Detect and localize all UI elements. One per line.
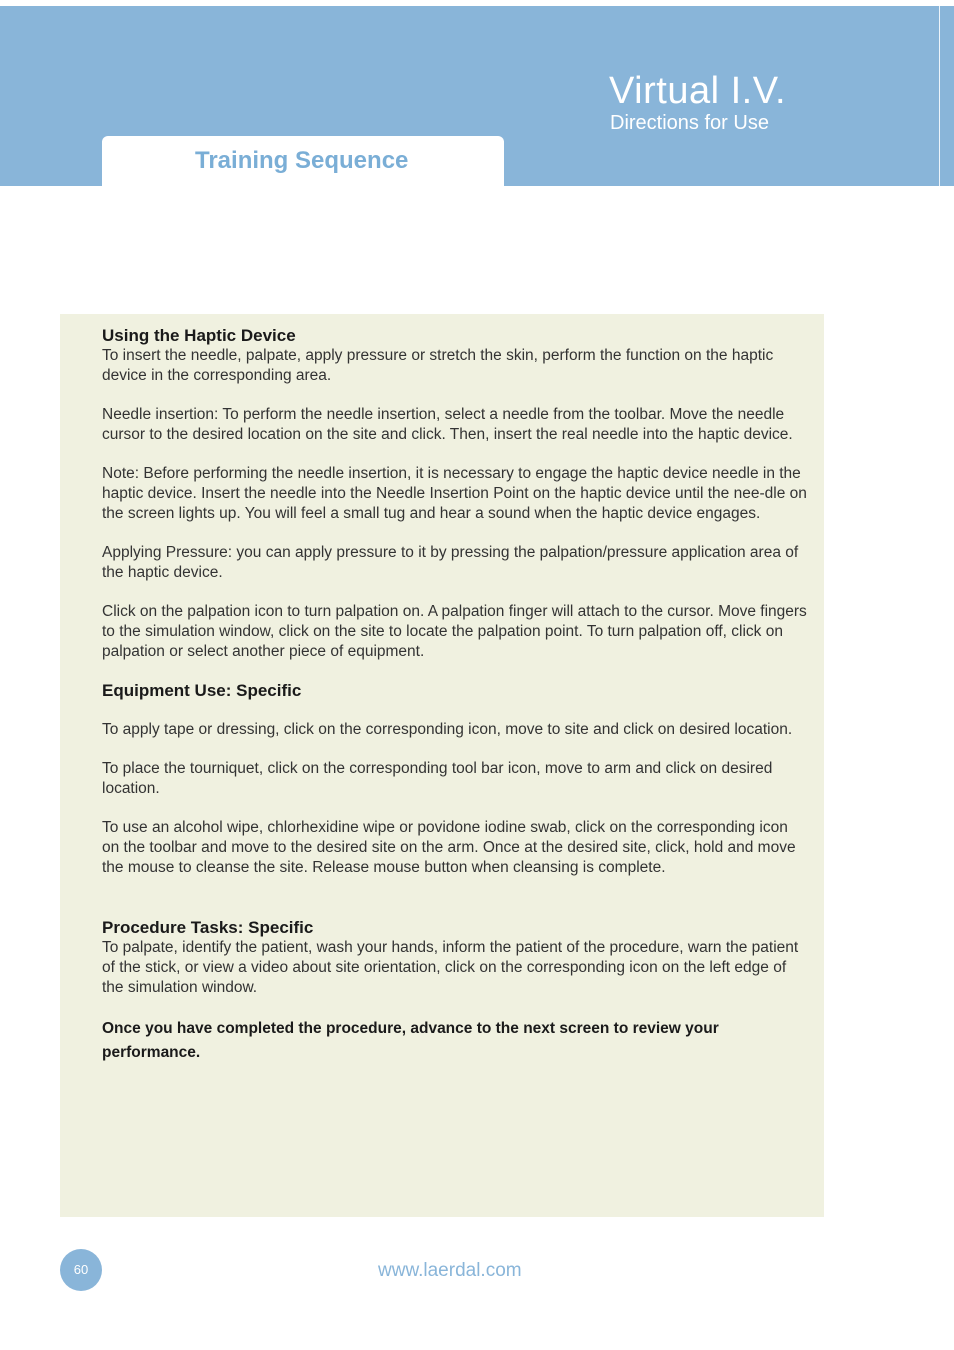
footer-url[interactable]: www.laerdal.com [378, 1260, 522, 1281]
equipment-heading: Equipment Use: Specific [102, 681, 302, 700]
content-panel [60, 314, 824, 1217]
closing-statement: Once you have completed the procedure, advance to the next screen to review your performance. [102, 1020, 719, 1061]
equipment-paragraph-2: To place the tourniquet, click on the corresponding tool bar icon, move to arm and click on desired location. [102, 760, 773, 797]
spacer [102, 701, 808, 720]
content-body [102, 326, 808, 1065]
haptic-paragraph-1: To insert the needle, palpate, apply pressure or stretch the skin, perform the function on the haptic device in the corresponding area. [102, 347, 774, 384]
header-divider [939, 6, 940, 186]
equipment-paragraph-1: To apply tape or dressing, click on the corresponding icon, move to site and click on desired location. [102, 721, 793, 738]
equipment-paragraph-3: To use an alcohol wipe, chlorhexidine wipe or povidone iodine swab, click on the corresponding icon on the toolbar and move to the desired site on the arm. Once at the desired site, click, hold and move the mouse to cleanse the site. Release mouse button when cleansing is complete. [102, 819, 796, 876]
procedure-paragraph-1: To palpate, identify the patient, wash your hands, inform the patient of the procedure, warn the patient of the stick, or view a video about site orientation, click on the corresponding icon on the left edge of the simulation window. [102, 939, 799, 996]
section-tab-label: Training Sequence [195, 147, 409, 174]
brand-subtitle: Directions for Use [610, 112, 769, 134]
spacer [102, 897, 808, 918]
haptic-paragraph-2: Needle insertion: To perform the needle insertion, select a needle from the toolbar. Move the needle cursor to the desired location on the site and click. Then, insert the real needle into the haptic device. [102, 406, 793, 443]
haptic-paragraph-5: Click on the palpation icon to turn palpation on. A palpation finger will attach to the cursor. Move fingers to the simulation window, click on the site to locate the palpation point. To turn palpation off, click on palpation or select another piece of equipment. [102, 603, 807, 660]
page-number-badge: 60 [60, 1249, 102, 1291]
haptic-paragraph-4: Applying Pressure: you can apply pressure to it by pressing the palpation/pressure application area of the haptic device. [102, 544, 799, 581]
brand-title: Virtual I.V. [609, 70, 787, 112]
section-tab [102, 136, 504, 186]
haptic-heading: Using the Haptic Device [102, 326, 296, 345]
procedure-heading: Procedure Tasks: Specific [102, 918, 314, 937]
haptic-paragraph-3: Note: Before performing the needle insertion, it is necessary to engage the haptic device needle in the haptic device. Insert the needle into the Needle Insertion Point on the haptic device until the nee-dle on the screen lights up. You will feel a small tug and hear a sound when the haptic device engages. [102, 465, 807, 522]
